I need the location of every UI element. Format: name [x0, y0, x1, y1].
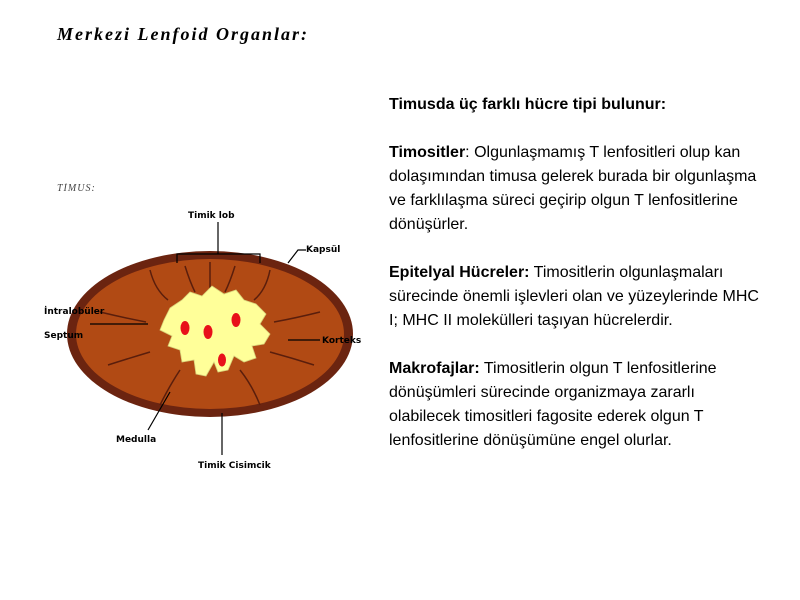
- epithelial-term: Epitelyal Hücreler:: [389, 264, 530, 281]
- thymocytes-term: Timositler: [389, 144, 466, 161]
- label-septum-line2: Septum: [44, 331, 84, 341]
- macrophage-paragraph: [389, 357, 769, 453]
- thymus-diagram: [30, 200, 370, 490]
- macrophage-text: Timositlerin olgun T lenfositlerine dönüşümleri sürecinde organizmaya zararlı olabilecek timositleri fagosite ederek olgun T lenfositlerine dönüşümüne engel olurlar.: [389, 360, 717, 449]
- content-text: [389, 93, 769, 453]
- section-tag: TİMUS:: [57, 183, 96, 191]
- label-capsule: Kapsül: [306, 245, 341, 255]
- label-septum-line1: İntralobüler: [44, 307, 105, 317]
- label-thymic-corpuscle: Timik Cisimcik: [198, 461, 271, 471]
- thymocytes-text: : Olgunlaşmamış T lenfositleri olup kan dolaşımından timusa gelerek burada bir olgunlaşma ve farklılaşma süreci geçirip olgun T lenfositlerine dönüşürler.: [389, 144, 757, 233]
- epithelial-text: Timositlerin olgunlaşmaları sürecinde önemli işlevleri olan ve yüzeylerinde MHC I; MHC II molekülleri taşıyan hücrelerdir.: [389, 264, 759, 329]
- label-thymic-lobe: Timik lob: [188, 211, 235, 221]
- page-title: Merkezi Lenfoid Organlar:: [57, 24, 309, 44]
- label-cortex: Korteks: [322, 336, 362, 346]
- epithelial-paragraph: [389, 261, 769, 333]
- macrophage-term: Makrofajlar:: [389, 360, 480, 377]
- intro-heading: Timusda üç farklı hücre tipi bulunur:: [389, 96, 667, 113]
- thymocytes-paragraph: [389, 141, 769, 237]
- label-medulla: Medulla: [116, 435, 157, 445]
